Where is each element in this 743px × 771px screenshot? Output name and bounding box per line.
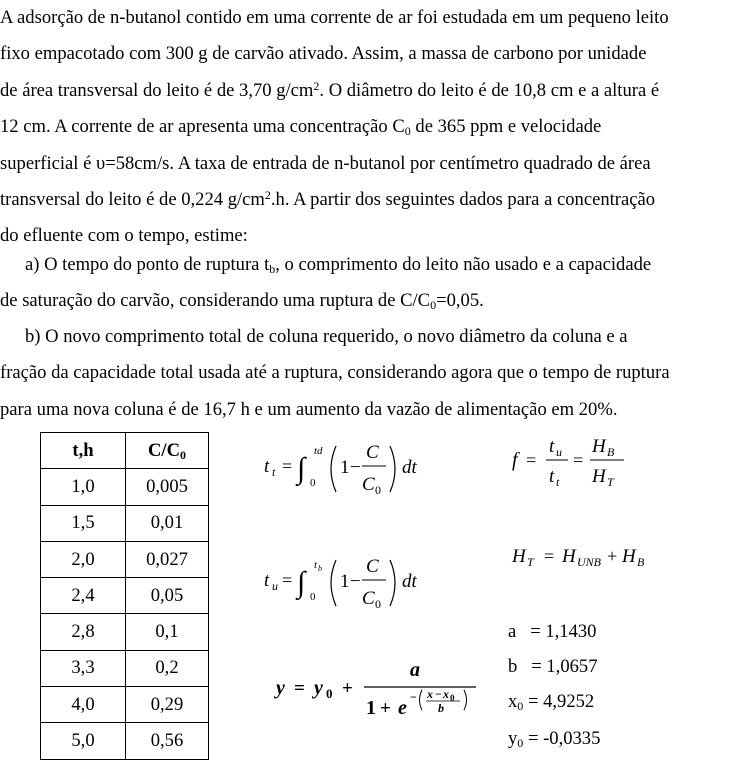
svg-text:+: +: [607, 546, 618, 566]
problem-line: superficial é υ=58cm/s. A taxa de entrada de n-butanol por centímetro quadrado de área: [0, 152, 651, 174]
problem-line: transversal do leito é de 0,224 g/cm: [0, 189, 265, 211]
problem-line: de área transversal do leito é de 3,70 g/cm: [0, 79, 314, 101]
problem-line: A adsorção de n-butanol contido em uma corrente de ar foi estudada em um pequeno leito: [0, 7, 669, 28]
svg-text:t: t: [264, 456, 270, 477]
svg-text:H: H: [592, 466, 606, 487]
svg-text:y: y: [314, 677, 323, 699]
svg-text:H: H: [512, 546, 526, 567]
svg-text:C: C: [366, 556, 379, 577]
svg-text:−: −: [350, 457, 361, 478]
svg-text:T: T: [527, 555, 534, 569]
cell-concentration: 0,29: [126, 687, 209, 723]
item-a: a) O tempo do ponto de ruptura $t_b$, o comprimento do leito não usado e a capacidade de saturação do carvão, considerando uma ruptura de $C/C_0=0,05$.: [0, 254, 652, 313]
header-concentration: $C/C_0$: [126, 433, 209, 469]
cell-concentration: 0,01: [126, 505, 209, 541]
cell-concentration: 0,005: [126, 469, 209, 505]
svg-text:t: t: [549, 466, 555, 487]
problem-line: de 365 ppm e velocidade: [410, 116, 602, 138]
svg-text:f: f: [512, 449, 518, 471]
table-row: [41, 614, 209, 650]
svg-text:u: u: [272, 579, 278, 593]
param-a: a = 1,1430: [508, 621, 597, 642]
cell-time: 2,0: [41, 541, 126, 577]
cell-concentration: 0,1: [126, 614, 209, 650]
cell-time: 4,0: [41, 687, 126, 723]
svg-text:1: 1: [366, 697, 376, 719]
svg-text:H: H: [592, 436, 606, 457]
svg-text:+: +: [380, 698, 391, 719]
svg-text:1: 1: [340, 457, 350, 478]
item-b: b) O novo comprimento total de coluna requerido, o novo diâmetro da coluna e a fração da capacidade total usada até a ruptura, considerando agora que o tempo de ruptura para uma nova coluna é de 16,7 h e um aumento da vazão de alimentação em 20%.: [0, 326, 670, 420]
cell-time: 1,0: [41, 469, 126, 505]
svg-text:t: t: [264, 570, 270, 591]
svg-text:0: 0: [310, 591, 316, 603]
svg-text:t: t: [272, 465, 276, 479]
svg-text:=: =: [526, 450, 537, 470]
table-row: [41, 578, 209, 614]
svg-text:C: C: [362, 588, 375, 609]
cell-time: 2,8: [41, 614, 126, 650]
param-x0: $x_0 = 4,9252$: [508, 691, 595, 713]
svg-text:t: t: [549, 436, 555, 457]
equation-f: [510, 430, 650, 499]
svg-text:b: b: [318, 564, 322, 573]
table-row: [41, 687, 209, 723]
svg-text:+: +: [342, 678, 353, 699]
cell-concentration: 0,05: [126, 578, 209, 614]
cell-concentration: 0,56: [126, 723, 209, 759]
svg-text:−: −: [410, 690, 417, 704]
header-time: t,h: [41, 433, 126, 469]
svg-text:b: b: [438, 701, 444, 715]
problem-line: . O diâmetro do leito é de 10,8 cm e a altura é: [319, 79, 660, 101]
svg-text:t: t: [314, 559, 318, 571]
svg-text:t: t: [556, 475, 560, 489]
problem-line: do efluente com o tempo, estime:: [0, 225, 248, 247]
svg-text:1: 1: [340, 571, 350, 592]
problem-statement: A adsorção de n-butanol contido em uma corrente de ar foi estudada em um pequeno leito fixo empacotado com 300 g de carvão ativado. Assim, a massa de carbono por unidade de área transversal do leito é de 3,70 $g/cm^2$. O diâmetro do leito é de 10,8 cm e a altura é 12 cm. A corrente de ar apresenta uma concentração $C_0$ de 365 ppm e velocidade superficial é υ=58cm/s. A taxa de entrada de n-butanol por centímetro quadrado de área transversal do leito é de 0,224 $g/cm^2.h$. A partir dos seguintes dados para a concentração do efluente com o tempo, estime:: [0, 7, 669, 247]
svg-text:0: 0: [450, 693, 455, 703]
svg-text:dt: dt: [402, 457, 417, 478]
problem-line: .h. A partir dos seguintes dados para a concentração: [270, 189, 656, 211]
svg-text:C: C: [366, 442, 379, 463]
table-row: [41, 541, 209, 577]
svg-text:u: u: [556, 445, 562, 459]
svg-text:0: 0: [375, 483, 381, 497]
problem-line: 12 cm. A corrente de ar apresenta uma concentração C: [0, 116, 405, 138]
concentration-table: [40, 432, 209, 760]
svg-text:B: B: [637, 555, 645, 569]
cell-time: 1,5: [41, 505, 126, 541]
problem-line: fixo empacotado com 300 g de carvão ativado. Assim, a massa de carbono por unidade: [0, 43, 647, 65]
table-row: [41, 650, 209, 686]
cell-time: 3,3: [41, 650, 126, 686]
equation-tu: [262, 546, 452, 625]
svg-text:a: a: [410, 659, 420, 681]
svg-text:−: −: [350, 571, 361, 592]
cell-time: 5,0: [41, 723, 126, 759]
equation-tt: [262, 432, 452, 511]
svg-text:∫: ∫: [297, 452, 306, 485]
svg-text:=: =: [573, 450, 584, 470]
svg-text:0: 0: [375, 597, 381, 611]
svg-text:H: H: [562, 546, 576, 567]
svg-text:−: −: [435, 687, 442, 701]
svg-text:T: T: [607, 475, 614, 489]
param-b: b = 1,0657: [508, 656, 598, 677]
svg-text:x: x: [443, 687, 449, 701]
svg-text:C: C: [362, 474, 375, 495]
equation-sigmoid: [274, 656, 484, 727]
svg-text:td: td: [314, 445, 323, 457]
svg-text:y: y: [276, 677, 285, 699]
svg-text:e: e: [398, 697, 407, 719]
param-y0: $y_0 = -0,0335$: [508, 728, 601, 750]
svg-text:∫: ∫: [297, 566, 306, 599]
svg-text:H: H: [622, 546, 636, 567]
equation-ht: [510, 540, 670, 575]
table-row: [41, 723, 209, 759]
table-row: [41, 505, 209, 541]
svg-text:=: =: [544, 546, 555, 566]
svg-text:B: B: [607, 445, 615, 459]
svg-text:=: =: [282, 570, 293, 590]
table-row: [41, 469, 209, 505]
svg-text:x: x: [427, 687, 433, 701]
svg-text:UNB: UNB: [577, 555, 601, 569]
cell-concentration: 0,027: [126, 541, 209, 577]
svg-text:=: =: [294, 678, 305, 699]
svg-text:0: 0: [326, 686, 333, 701]
svg-text:=: =: [282, 456, 293, 476]
cell-time: 2,4: [41, 578, 126, 614]
svg-text:0: 0: [310, 477, 316, 489]
table-header-row: [41, 433, 209, 469]
svg-text:dt: dt: [402, 571, 417, 592]
cell-concentration: 0,2: [126, 650, 209, 686]
